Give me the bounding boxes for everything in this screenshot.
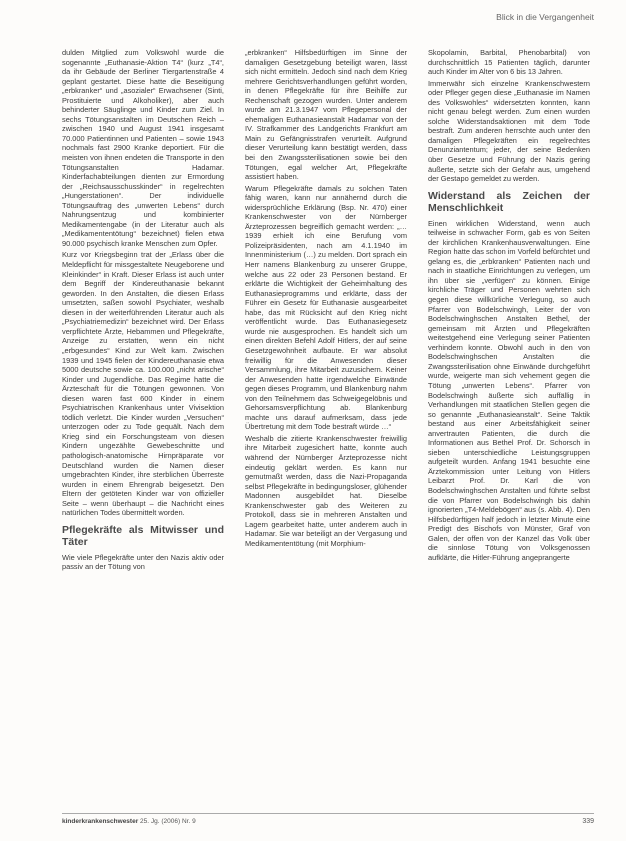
footer-rule <box>62 813 594 814</box>
paragraph: „erbkranken“ Hilfsbedürftigen im Sinne der damaligen Gesetzgebung beteiligt waren, lässt sich nicht ermitteln. Jedoch sind nach dem Krieg mehrere Gerichtsverhandlungen geführt worden, in denen Pflegekräfte für ihre Beihilfe zur Rechenschaft gezogen wurden. Unter anderem wurde am 21.3.1947 vom Pflegepersonal der ehemaligen Euthanasieanstalt Hadamar von der IV. Strafkammer des Landgerichts Frankfurt am Main zu Gefängnisstrafen verurteilt. Aufgrund dieser Verurteilung kann bestätigt werden, dass bei den Zwangssterilisationen sowie bei den Tötungen, egal welcher Art, Pflegekräfte assistiert haben. <box>245 48 407 182</box>
paragraph: Einen wirklichen Widerstand, wenn auch teilweise in schwacher Form, gab es von Seiten der kirchlichen Krankenhausverwaltungen. Eine Region hatte das schon im Vorfeld befürchtet und gelang es, die „erbkranken“ Patienten nach und nach in staatliche Einrichtungen zu verlegen, um ihn über sie „verfügen“ zu können. Einige kirchliche Träger und Personen wehrten sich gegen diese willkürliche Verlegung, so auch Pfarrer von Bodelschwingh, Leiter der von Bodelschwinghschen Anstalten Bethel, der gemeinsam mit Ärzten und Pflegekräften weitestgehend eine Verlegung seiner Patienten verhindern konnte. Obwohl auch in den von Bodelschwinghschen Anstalten die Zwangssterilisation ohne Einwände durchgeführt wurde, weigerte man sich vehement gegen die Tötung „unwerten Lebens“. Pfarrer von Bodelschwingh äußerte sich auffällig in Verhandlungen mit staatlichen Stellen gegen die so genannte „Euthanasieanstalt“. Seine Taktik bestand aus einer Arbeitsfähigkeit seiner anvertrauten Patienten, die durch die Informationen aus Bethel Prof. Dr. Schorsch in sieben unterschiedliche Leistungsgruppen aufgeteilt wurden. Anfang 1941 besuchte eine Ärztekommission unter Leitung von Hitlers Leibarzt Prof. Dr. Karl die von Bodelschwinghschen Anstalten und führte selbst die von Pfarrer von Bodelschwingh bis dahin ignorierten „T4-Meldebögen“ aus (s. Abb. 4). Den Hilfsbedürftigen half jedoch in letzter Minute eine Predigt des Bischofs von Münster, Graf von Galen, der offen von der Kanzel das Volk über die sinnlose Tötung von Volksgenossen aufklärte, die Hitler-Führung angeprangerte <box>428 218 590 562</box>
paragraph: Warum Pflegekräfte damals zu solchen Taten fähig waren, kann nur annähernd durch die widersprüchliche Erklärung (Bsp. Nr. 470) einer Krankenschwester von der Nürnberger Ärzteprozessen begreiflich gemacht werden: „… 1939 erhielt ich eine Berufung vom Polizeipräsidenten, nach am 4.1.1940 im Innenministerium (…) zu melden. Dort sprach ein Herr namens Blankenburg zu unserer Gruppe, welche aus 22 oder 23 Personen bestand. Er erklärte die Wichtigkeit der Geheimhaltung des Euthanasieprogramms und erklärte, dass der Führer ein Gesetz für Euthanasie ausgearbeitet habe, das mit Rücksicht auf den Krieg nicht veröffentlicht wurde. Das Euthanasiegesetz wurde nie ausgesprochen. Es handelt sich um einen direkten Befehl Adolf Hitlers, der auf seine Gesetzgewohnheit aufbaute. Er war absolut freiwillig für die Anwesenden dieser Versammlung, ihre Mitarbeit zuzusichern. Keiner der Anwesenden hatte irgendwelche Einwände gegen dieses Programm, und Blankenburg nahm von den Teilnehmern das Schweigegelöbnis und Gehorsamsverpflichtung ab. Blankenburg machte uns darauf aufmerksam, dass jede Übertretung mit dem Tode bestraft würde …“ <box>245 183 407 432</box>
footer-journal <box>62 818 196 825</box>
text-column-2 <box>245 48 407 802</box>
journal-name: kinderkrankenschwester <box>62 818 139 825</box>
paragraph: Wie viele Pflegekräfte unter den Nazis aktiv oder passiv an der Tötung von <box>62 552 224 572</box>
section-heading-widerstand: Widerstand als Zeichen der Menschlichkeit <box>428 189 590 214</box>
page-number: 339 <box>582 818 594 825</box>
paragraph: Skopolamin, Barbital, Phenobarbital) von durchschnittlich 15 Patienten täglich, darunter auch Kinder im Alter von 6 bis 13 Jahren. <box>428 48 590 77</box>
text-column-3 <box>428 48 590 802</box>
footer <box>62 818 594 828</box>
journal-issue: 25. Jg. (2006) Nr. 9 <box>140 818 196 825</box>
text-column-1 <box>62 48 224 802</box>
paragraph: Weshalb die zitierte Krankenschwester freiwillig ihre Mitarbeit zugesichert hatte, konnte auch während der Nürnberger Ärzteprozesse nicht eindeutig geklärt werden. Es kann nur gemutmaßt werden, dass die Nazi-Propaganda selbst Pflegekräfte in bedingungsloser, glühender Madonnen ausgebildet hat. Dieselbe Krankenschwester gab des Weiteren zu Protokoll, dass sie in mehreren Anstalten und Lagern gearbeitet hatte, unter anderem auch in Hadamar. Sie war beteiligt an der Vergasung und Medikamententötung (mit Morphium- <box>245 433 407 548</box>
paragraph: Immerwähr sich einzelne Krankenschwestern oder Pfleger gegen diese „Euthanasie im Namen des Volkswohles“ widersetzten konnten, kann nicht genau belegt werden. Zum einen wurden solche Widerstandsaktionen mit dem Tode bestraft. Zum anderen herrschte auch unter den damaligen Pflegekräften ein regelrechtes Denunziantentum; jeder, der seine Bedenken über Gesetze und Führung der Nazis gering äußerte, setzte sich der Gefahr aus, umgehend der Gestapo gemeldet zu werden. <box>428 78 590 184</box>
paragraph: dulden Mitglied zum Volkswohl wurde die sogenannte „Euthanasie-Aktion T4“ (kurz „T4“, da ihr Gebäude der Berliner Tiergartenstraße 4 geplant gestartet. Diese hatte die Beseitigung „erbkranker“ und „asozialer“ Erwachsener (Sinti, Prostituierte und Alkoholiker), aber auch behinderter Säuglinge und Kinder zum Ziel. In sechs Tötungsanstalten im Deutschen Reich – zwischen 1940 und August 1941 insgesamt 70.000 Patientinnen und Patienten – sowie 1943 nochmals fast 2900 Kranke deportiert. Für die meisten von ihnen endeten die Transporte in den Tötungsanstalten Hadamar. Kinderfachabteilungen dienten zur Ermordung der „Reichsausschusskinder“ in regelrechten „Hungerstationen“. Der individuelle Tötungsauftrag des „unwerten Lebens“ durch Nahrungsentzug und kombinierter Medikamentengabe (in der Literatur auch als „Medikamententötung“ bezeichnet) fielen etwa 90.000 psychisch kranke Menschen zum Opfer. <box>62 48 224 248</box>
section-heading-pflegekraefte: Pflegekräfte als Mitwisser und Täter <box>62 523 224 548</box>
running-head: Blick in die Vergangenheit <box>496 12 594 22</box>
paragraph: Kurz vor Kriegsbeginn trat der „Erlass über die Meldepflicht für missgestaltete Neugeborene und Kleinkinder“ in Kraft. Dieser Erlass ist auch unter dem Begriff der Kindereuthanasie bekannt geworden. In den Anstalten, die diesen Erlass umsetzten, saßen sowohl Psychiater, weshalb diesen in der weiterführenden Literatur auch als „Psychiatriemedizin“ bezeichnet wird. Der Erlass verpflichtete Ärzte, Hebammen und Pflegekräfte, Anzeige zu erstatten, wenn ein nicht „erbgesundes“ Kind zur Welt kam. Zwischen 1939 und 1945 fielen der Kindereuthanasie etwa 5000 deutsche sowie ca. 100.000 „nicht arische“ Kinder und Jugendliche. Das Regime hatte die Ärzteschaft für die Tötungen gewonnen. Von diesen waren fast 600 Kinder in einem Psychiatrischen Krankenhaus unter Vivisektion tödlich verletzt. Die Kinder wurden „Versuchen“ unterzogen oder zu Tode gequält. Nach dem Krieg sind ein Forschungsteam von diesen Kindern ungezählte Gewebeschnitte und pathologisch-anatomische Hirnpräparate vor Deutschland wurden die Namen dieser umgebrachten Kinder, ihre sterblichen Überreste wurden in einem Ehrengrab beigesetzt. Den Eltern der getöteten Kinder war von offizieller Seite – wenn überhaupt – die Nachricht eines natürlichen Todes übermittelt worden. <box>62 250 224 518</box>
